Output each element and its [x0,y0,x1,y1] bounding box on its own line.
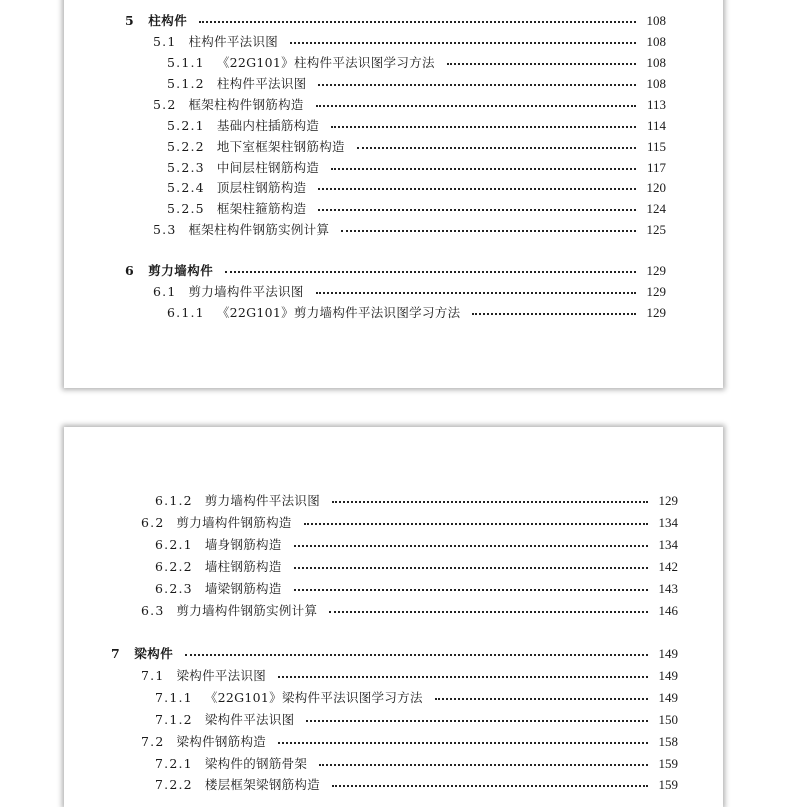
toc-entry-title: 剪力墙构件 [148,263,214,278]
toc-entry-page: 125 [646,222,666,237]
toc-entry-section-6-2[interactable] [141,513,678,533]
dot-leader [435,698,648,700]
toc-entry-page: 134 [658,537,678,552]
toc-entry-page: 115 [646,139,666,154]
toc-entry-subsection-5-1-1[interactable] [167,53,666,73]
toc-entry-page: 150 [658,712,678,727]
toc-entry-subsection-7-2-2[interactable] [155,775,678,795]
toc-entry-title: 框架柱箍筋构造 [216,201,307,216]
dot-leader [332,785,648,787]
dot-leader [331,126,636,128]
toc-entry-title: 柱构件平法识图 [216,76,307,91]
toc-entry-number: 7 [111,646,121,661]
dot-leader [318,84,636,86]
toc-entry-section-7-2[interactable] [141,732,678,752]
toc-entry-title: 梁构件钢筋构造 [176,734,267,749]
toc-entry-section-5-2[interactable] [153,95,666,115]
toc-entry-number: 6.1 [153,284,177,299]
toc-entry-title: 柱构件平法识图 [188,34,279,49]
toc-entry-number: 6.1.2 [155,493,193,508]
toc-entry-number: 6.2 [141,515,165,530]
toc-entry-chapter-6[interactable] [125,261,666,281]
dot-leader [278,742,648,744]
toc-entry-page: 108 [646,55,666,70]
toc-entry-subsection-5-2-1[interactable] [167,116,666,136]
toc-entry-page: 108 [646,34,666,49]
dot-leader [290,42,636,44]
toc-entry-title: 梁构件平法识图 [176,668,267,683]
dot-leader [225,271,636,273]
dot-leader [294,589,648,591]
toc-entry-number: 5.1 [153,34,177,49]
toc-entry-section-7-1[interactable] [141,666,678,686]
toc-entry-number: 5.2.4 [167,180,205,195]
toc-entry-section-6-3[interactable] [141,601,678,621]
toc-entry-title: 楼层框架梁钢筋构造 [204,777,321,792]
toc-entry-number: 6.1.1 [167,305,205,320]
toc-entry-title: 中间层柱钢筋构造 [216,160,320,175]
toc-entry-number: 7.2 [141,734,165,749]
toc-entry-title: 墙梁钢筋构造 [204,581,282,596]
toc-entry-subsection-7-2-1[interactable] [155,754,678,774]
toc-entry-title: 墙身钢筋构造 [204,537,282,552]
dot-leader [199,21,636,23]
toc-entry-page: 108 [646,13,666,28]
toc-entry-title: 梁构件平法识图 [204,712,295,727]
toc-entry-page: 149 [658,690,678,705]
toc-entry-number: 6.2.2 [155,559,193,574]
dot-leader [294,545,648,547]
toc-entry-page: 129 [646,284,666,299]
dot-leader [341,230,636,232]
toc-entry-page: 120 [646,180,666,195]
dot-leader [472,313,636,315]
toc-entry-page: 142 [658,559,678,574]
dot-leader [316,292,636,294]
toc-entry-title: 剪力墙构件钢筋构造 [176,515,292,530]
toc-entry-title: 墙柱钢筋构造 [204,559,282,574]
toc-entry-number: 6 [125,263,135,278]
dot-leader [185,654,648,656]
toc-entry-title: 框架柱构件钢筋构造 [188,97,304,112]
toc-entry-title: 剪力墙构件平法识图 [188,284,304,299]
toc-entry-number: 5.2.1 [167,118,205,133]
toc-entry-number: 6.2.1 [155,537,193,552]
dot-leader [306,720,648,722]
toc-entry-title: 框架柱构件钢筋实例计算 [188,222,330,237]
toc-entry-page: 129 [646,263,666,278]
dot-leader [329,611,648,613]
toc-entry-page: 108 [646,76,666,91]
toc-entry-title: 地下室框架柱钢筋构造 [216,139,345,154]
toc-entry-title: 《22G101》柱构件平法识图学习方法 [216,55,435,70]
toc-entry-page: 143 [658,581,678,596]
toc-entry-page: 134 [658,515,678,530]
dot-leader [447,63,636,65]
toc-entry-number: 5.2 [153,97,177,112]
toc-entry-chapter-7[interactable] [111,644,678,664]
dot-leader [331,168,636,170]
toc-entry-subsection-6-2-2[interactable] [155,557,678,577]
toc-page-bottom [64,427,723,807]
dot-leader [319,764,648,766]
toc-entry-page: 146 [658,603,678,618]
dot-leader [332,501,648,503]
toc-entry-page: 149 [658,646,678,661]
toc-entry-subsection-6-2-3[interactable] [155,579,678,599]
toc-entry-title: 柱构件 [148,13,188,28]
dot-leader [318,209,636,211]
toc-entry-subsection-6-1-2[interactable] [155,491,678,511]
toc-entry-page: 113 [646,97,666,112]
toc-entry-section-6-1[interactable] [153,282,666,302]
toc-entry-title: 《22G101》剪力墙构件平法识图学习方法 [216,305,461,320]
toc-entry-page: 159 [658,777,678,792]
dot-leader [318,188,636,190]
toc-entry-page: 114 [646,118,666,133]
dot-leader [278,676,648,678]
toc-entry-subsection-6-2-1[interactable] [155,535,678,555]
toc-entry-page: 158 [658,734,678,749]
toc-entry-number: 6.2.3 [155,581,193,596]
toc-entry-number: 5 [125,13,135,28]
toc-entry-number: 5.1.1 [167,55,205,70]
toc-entry-title: 基础内柱插筋构造 [216,118,320,133]
toc-entry-number: 7.2.1 [155,756,193,771]
toc-entry-page: 117 [646,160,666,175]
toc-entry-title: 《22G101》梁构件平法识图学习方法 [204,690,423,705]
toc-entry-subsection-5-2-5[interactable] [167,199,666,219]
toc-entry-section-5-3[interactable] [153,220,666,240]
toc-entry-number: 5.2.3 [167,160,205,175]
toc-entry-page: 129 [658,493,678,508]
toc-entry-number: 7.2.2 [155,777,193,792]
dot-leader [357,147,636,149]
toc-entry-subsection-7-1-1[interactable] [155,688,678,708]
toc-entry-number: 5.1.2 [167,76,205,91]
toc-entry-page: 124 [646,201,666,216]
toc-entry-title: 剪力墙构件钢筋实例计算 [176,603,318,618]
toc-entry-subsection-5-2-2[interactable] [167,137,666,157]
toc-page-top [64,0,723,388]
toc-entry-subsection-7-1-2[interactable] [155,710,678,730]
toc-entry-subsection-6-1-1[interactable] [167,303,666,323]
toc-entry-page: 129 [646,305,666,320]
toc-entry-number: 6.3 [141,603,165,618]
toc-entry-title: 梁构件的钢筋骨架 [204,756,308,771]
toc-entry-number: 5.2.5 [167,201,205,216]
toc-entry-subsection-5-2-4[interactable] [167,178,666,198]
toc-entry-number: 7.1.2 [155,712,193,727]
toc-entry-section-5-1[interactable] [153,32,666,52]
toc-entry-number: 5.3 [153,222,177,237]
dot-leader [294,567,648,569]
dot-leader [304,523,648,525]
toc-entry-title: 剪力墙构件平法识图 [204,493,321,508]
toc-entry-number: 5.2.2 [167,139,205,154]
toc-entry-subsection-5-1-2[interactable] [167,74,666,94]
toc-entry-title: 顶层柱钢筋构造 [216,180,307,195]
toc-entry-number: 7.1 [141,668,165,683]
toc-entry-subsection-5-2-3[interactable] [167,158,666,178]
dot-leader [316,105,636,107]
toc-entry-number: 7.1.1 [155,690,193,705]
toc-entry-title: 梁构件 [134,646,174,661]
toc-entry-page: 159 [658,756,678,771]
toc-entry-page: 149 [658,668,678,683]
toc-entry-chapter-5[interactable] [125,11,666,31]
